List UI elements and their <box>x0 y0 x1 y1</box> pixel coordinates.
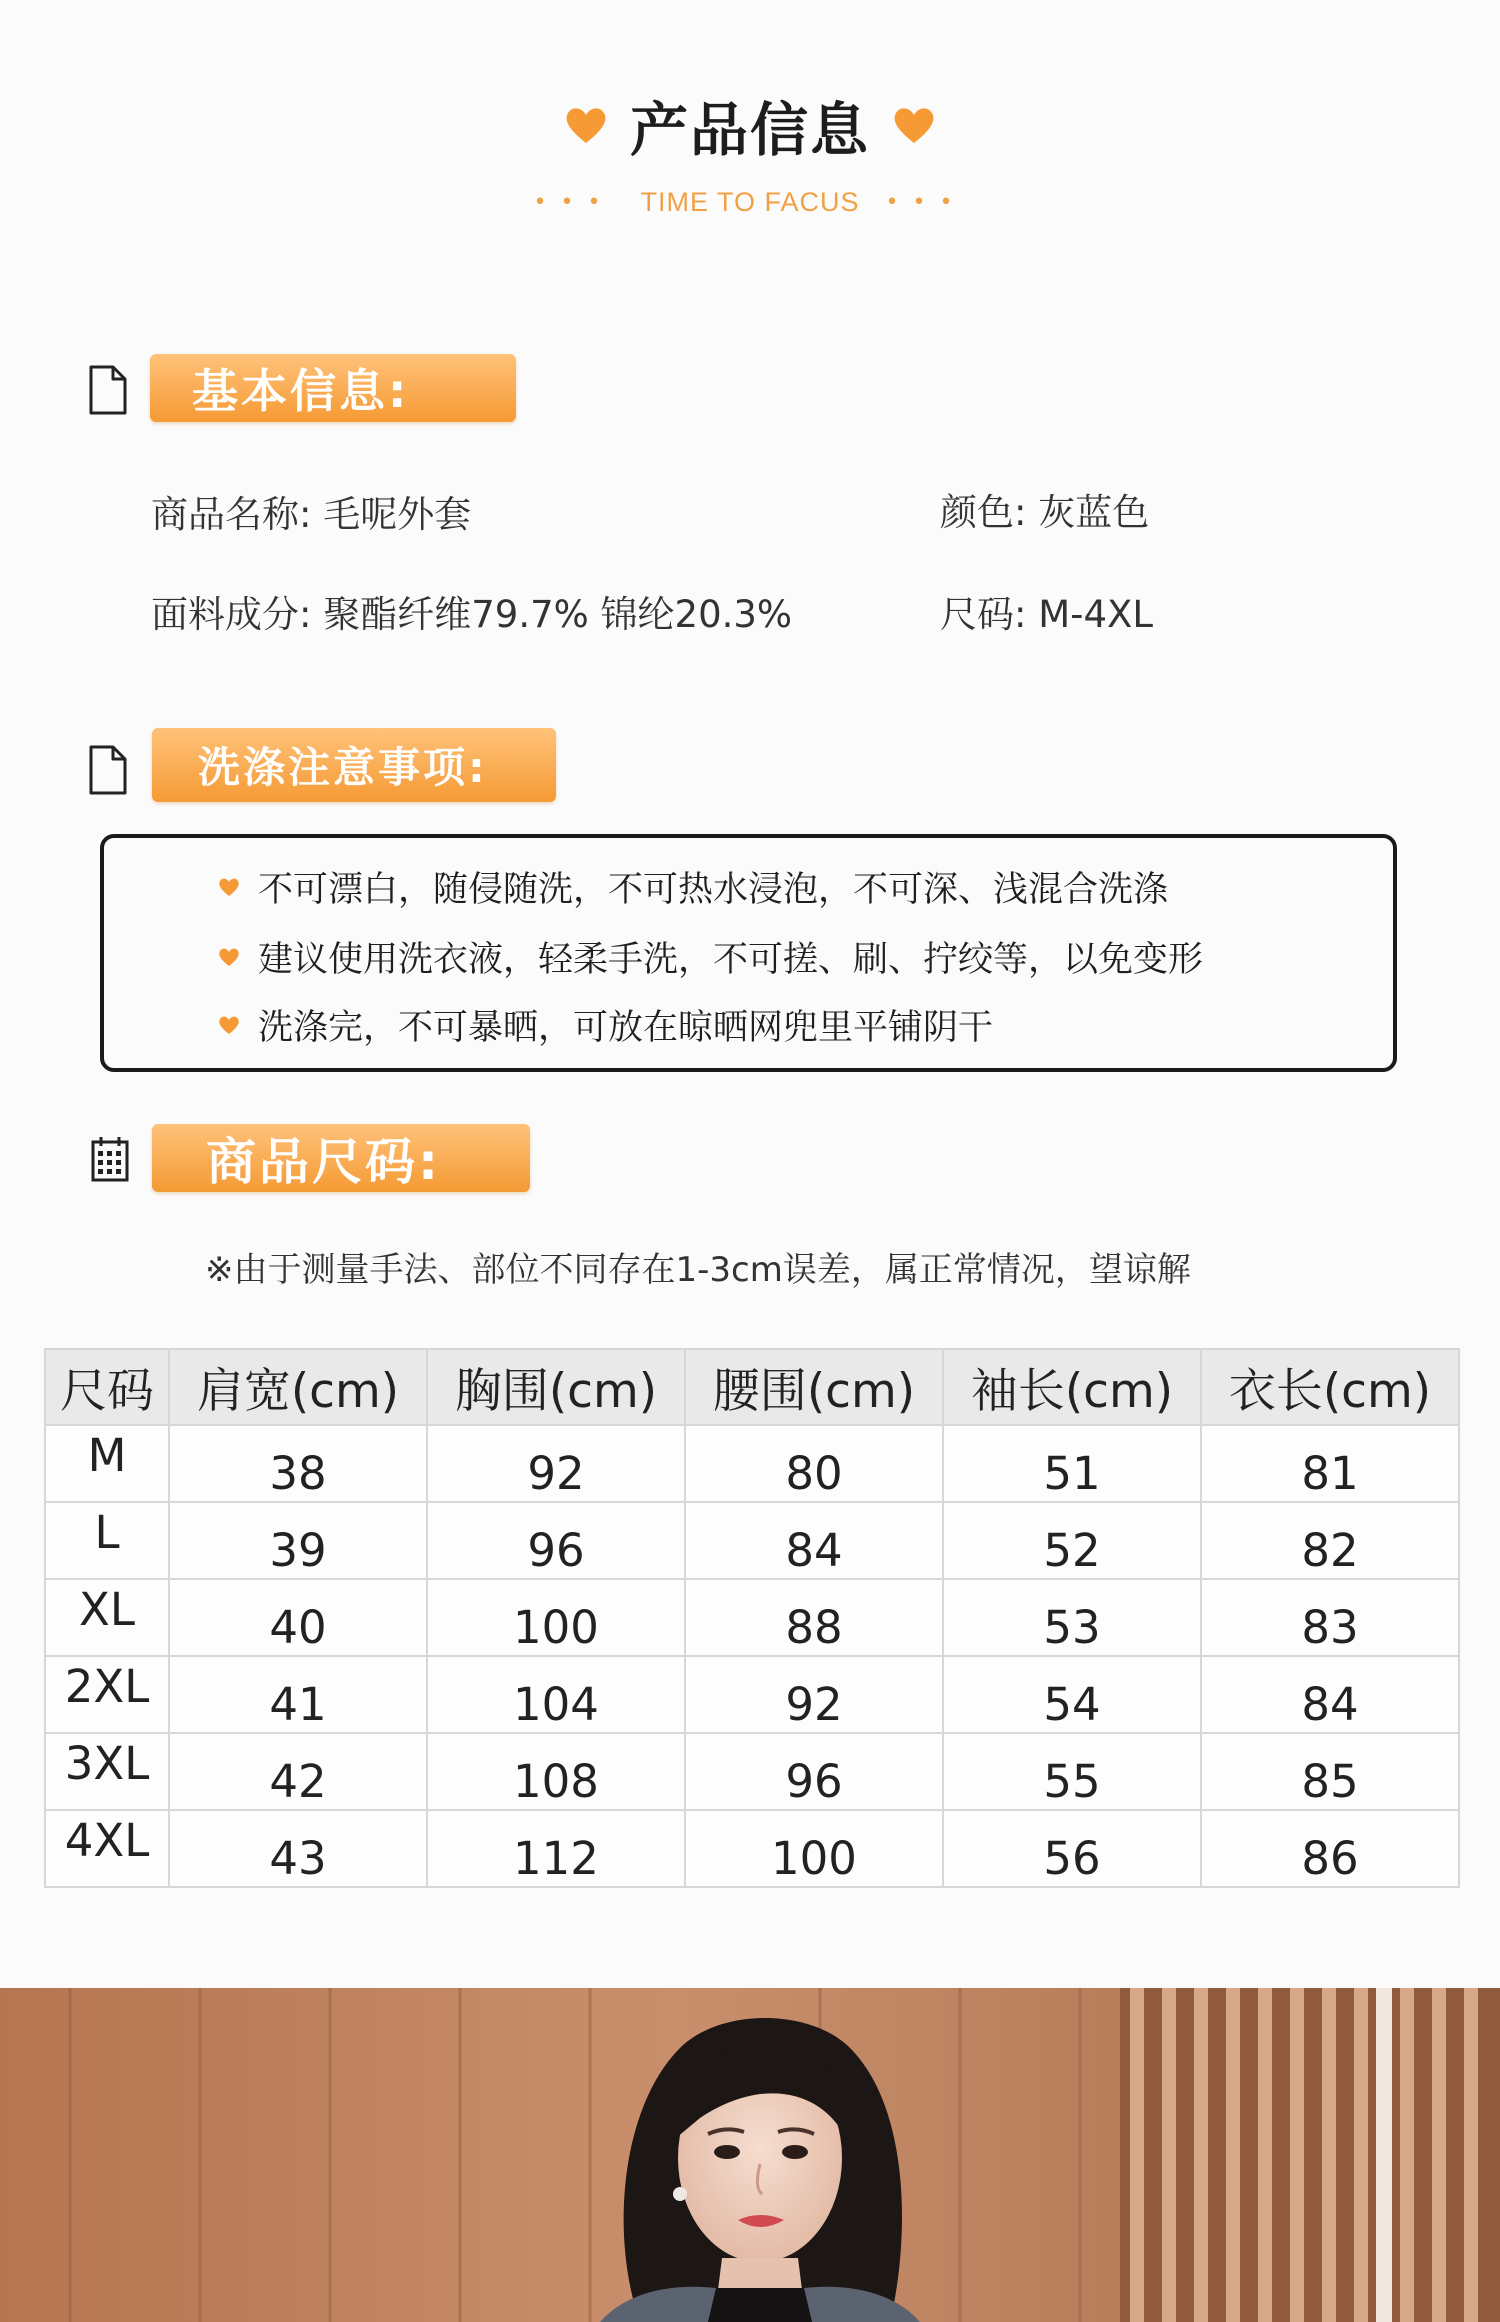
table-cell: 86 <box>1201 1810 1459 1887</box>
table-cell: 81 <box>1201 1425 1459 1502</box>
section-heading-basic <box>150 354 516 422</box>
product-name-label: 商品名称: <box>151 493 312 536</box>
table-cell: 82 <box>1201 1502 1459 1579</box>
table-cell: 108 <box>427 1733 685 1810</box>
product-size-value: M-4XL <box>1038 593 1154 636</box>
table-cell: 54 <box>943 1656 1201 1733</box>
size-cell: XL <box>45 1579 169 1656</box>
product-size-row <box>940 584 1153 638</box>
product-size-label: 尺码: <box>940 593 1027 636</box>
column-header: 肩宽(cm) <box>169 1349 427 1425</box>
table-cell: 85 <box>1201 1733 1459 1810</box>
table-cell: 80 <box>685 1425 943 1502</box>
table-cell: 39 <box>169 1502 427 1579</box>
care-item-text: 不可漂白，随侵随洗，不可热水浸泡，不可深、浅混合洗涤 <box>258 870 1169 910</box>
care-item <box>218 932 1203 982</box>
table-cell: 92 <box>685 1656 943 1733</box>
table-cell: 38 <box>169 1425 427 1502</box>
column-header: 腰围(cm) <box>685 1349 943 1425</box>
section-heading-label: 基本信息: <box>192 364 410 418</box>
table-cell: 55 <box>943 1733 1201 1810</box>
section-heading-label: 商品尺码: <box>206 1133 441 1191</box>
page-title: 产品信息 <box>629 96 870 164</box>
heart-icon <box>564 105 608 145</box>
heart-icon <box>218 947 240 967</box>
table-row <box>45 1656 1459 1733</box>
section-heading-care <box>152 728 556 802</box>
heart-icon <box>218 877 240 897</box>
size-cell: L <box>45 1502 169 1579</box>
product-color-row <box>940 482 1149 536</box>
table-cell: 56 <box>943 1810 1201 1887</box>
page-subtitle: TIME TO FACUS <box>640 186 860 217</box>
column-header: 袖长(cm) <box>943 1349 1201 1425</box>
table-cell: 84 <box>1201 1656 1459 1733</box>
product-fabric-value: 聚酯纤维79.7% 锦纶20.3% <box>323 593 793 636</box>
table-row <box>45 1425 1459 1502</box>
column-header: 胸围(cm) <box>427 1349 685 1425</box>
size-table <box>44 1348 1460 1888</box>
table-row <box>45 1579 1459 1656</box>
table-cell: 42 <box>169 1733 427 1810</box>
product-name-row <box>151 484 471 538</box>
table-cell: 88 <box>685 1579 943 1656</box>
heart-icon <box>218 1015 240 1035</box>
table-cell: 92 <box>427 1425 685 1502</box>
table-cell: 112 <box>427 1810 685 1887</box>
table-cell: 51 <box>943 1425 1201 1502</box>
section-heading-sizes <box>152 1124 530 1192</box>
product-fabric-label: 面料成分: <box>151 593 312 636</box>
table-row <box>45 1502 1459 1579</box>
table-cell: 96 <box>427 1502 685 1579</box>
section-heading-label: 洗涤注意事项: <box>198 743 488 792</box>
care-item-text: 建议使用洗衣液，轻柔手洗，不可搓、刷、拧绞等，以免变形 <box>258 940 1204 980</box>
product-name-value: 毛呢外套 <box>323 493 472 536</box>
table-cell: 100 <box>427 1579 685 1656</box>
care-item <box>218 1000 993 1050</box>
table-header-row <box>45 1349 1459 1425</box>
size-cell: 4XL <box>45 1810 169 1887</box>
care-item <box>218 862 1168 912</box>
size-cell: M <box>45 1425 169 1502</box>
care-item-text: 洗涤完，不可暴晒，可放在晾晒网兜里平铺阴干 <box>258 1008 994 1048</box>
product-color-value: 灰蓝色 <box>1038 491 1150 534</box>
table-cell: 43 <box>169 1810 427 1887</box>
table-cell: 100 <box>685 1810 943 1887</box>
table-cell: 41 <box>169 1656 427 1733</box>
document-icon <box>88 744 128 796</box>
table-cell: 84 <box>685 1502 943 1579</box>
model-photo-illustration <box>0 1988 1500 2322</box>
heart-icon <box>892 105 936 145</box>
table-row <box>45 1810 1459 1887</box>
product-color-label: 颜色: <box>940 491 1027 534</box>
page-subtitle-row <box>0 182 1500 222</box>
column-header: 尺码 <box>45 1349 169 1425</box>
calendar-grid-icon <box>90 1134 130 1184</box>
product-fabric-row <box>151 584 792 638</box>
table-cell: 40 <box>169 1579 427 1656</box>
column-header: 衣长(cm) <box>1201 1349 1459 1425</box>
dots-decoration: ••• <box>533 189 615 215</box>
document-icon <box>88 364 128 416</box>
size-cell: 2XL <box>45 1656 169 1733</box>
page-header <box>0 80 1500 170</box>
dots-decoration: ••• <box>885 189 967 215</box>
table-cell: 104 <box>427 1656 685 1733</box>
model-photo <box>0 1988 1500 2322</box>
table-cell: 83 <box>1201 1579 1459 1656</box>
table-row <box>45 1733 1459 1810</box>
size-cell: 3XL <box>45 1733 169 1810</box>
table-cell: 52 <box>943 1502 1201 1579</box>
table-cell: 96 <box>685 1733 943 1810</box>
table-cell: 53 <box>943 1579 1201 1656</box>
measurement-note: ※由于测量手法、部位不同存在1-3cm误差，属正常情况，望谅解 <box>205 1250 1191 1290</box>
